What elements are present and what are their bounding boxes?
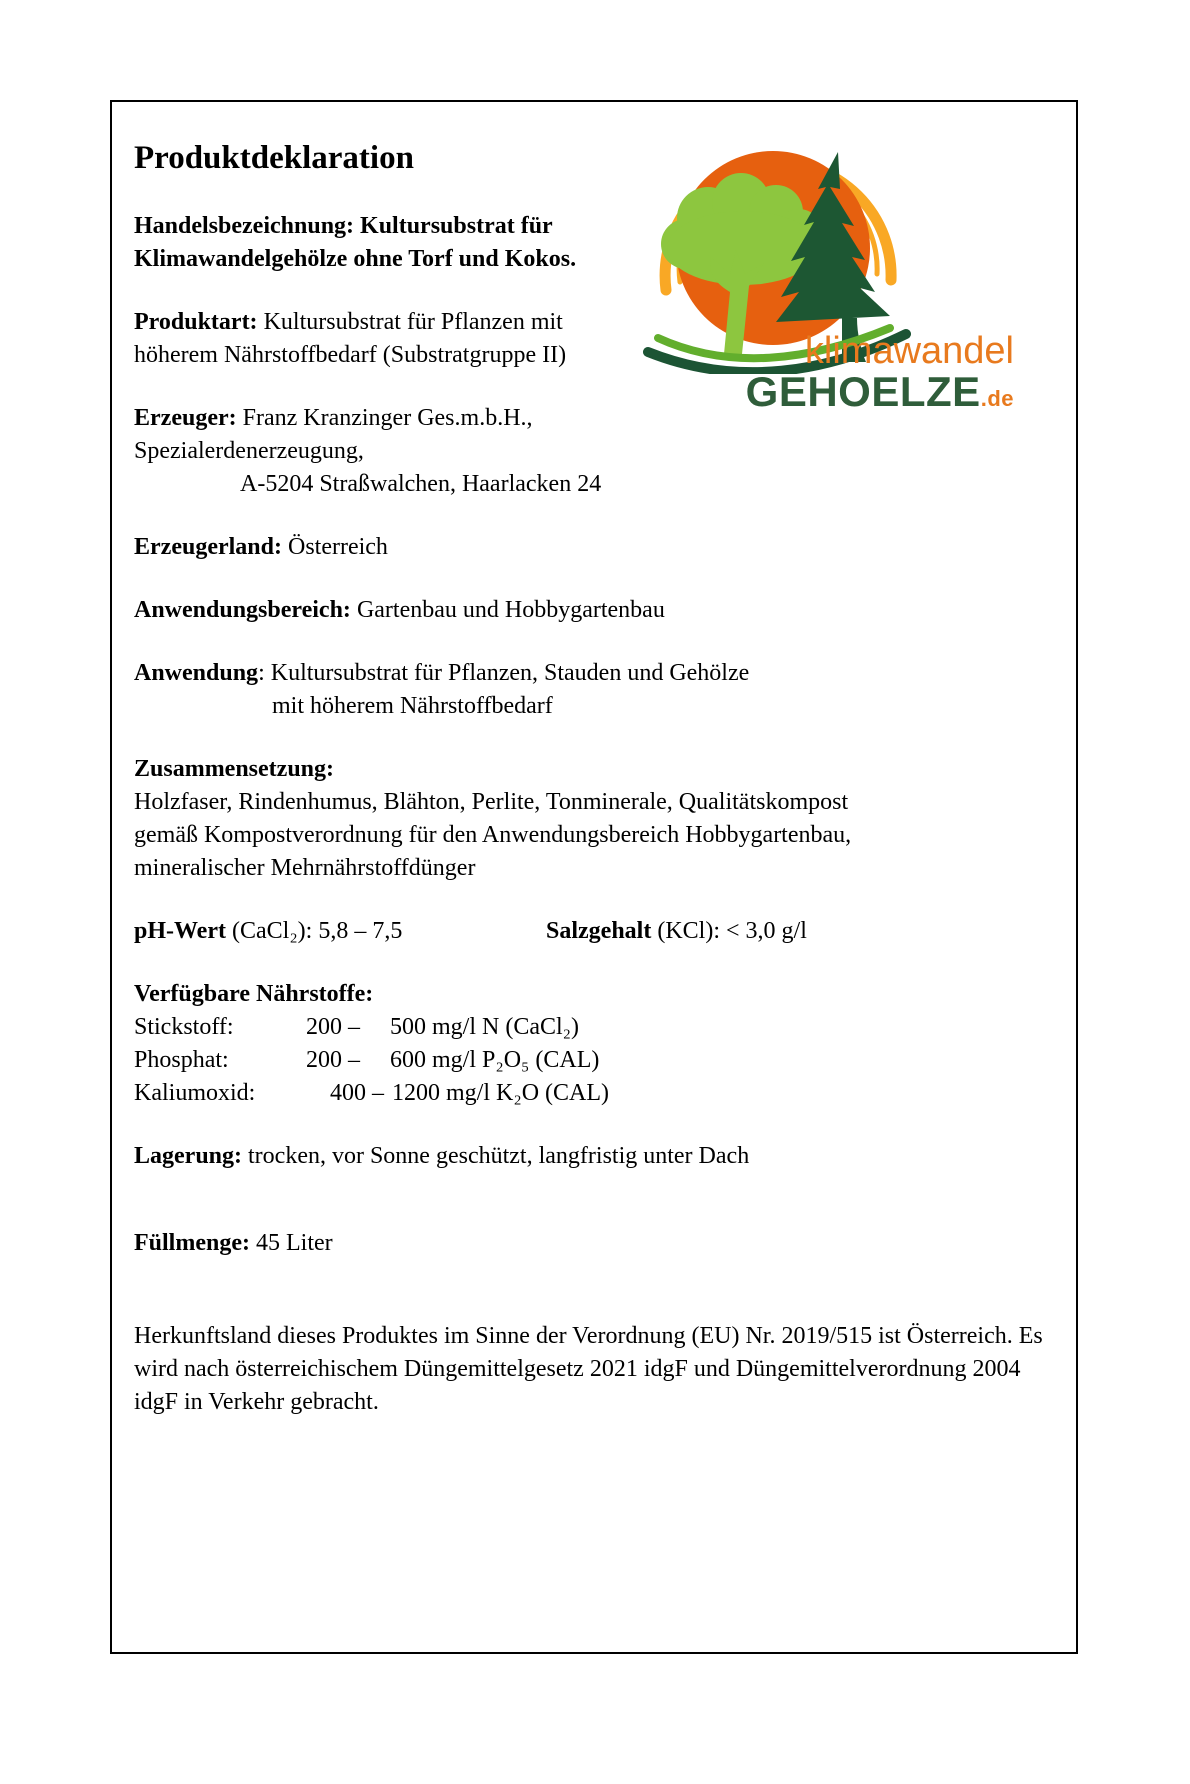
page bbox=[0, 100, 1190, 1784]
document-content bbox=[112, 102, 1076, 1419]
logo-word-de: .de bbox=[980, 386, 1014, 412]
ph-wert bbox=[134, 915, 546, 948]
nutrient-row-phosphat bbox=[134, 1044, 1052, 1077]
section-lagerung bbox=[134, 1140, 1052, 1173]
zusammensetzung-line1: Holzfaser, Rindenhumus, Blähton, Perlite, Tonminerale, Qualitätskompost bbox=[134, 789, 849, 815]
nutrient-value: 500 mg/l N (CaCl₂) bbox=[390, 1014, 580, 1040]
nutrient-value: 1200 mg/l K₂O (CAL) bbox=[392, 1080, 610, 1106]
logo-word-gehoelze bbox=[745, 368, 1014, 416]
section-anwendungsbereich bbox=[134, 594, 1052, 627]
anwendungsbereich-label: Anwendungsbereich: bbox=[134, 597, 351, 623]
erzeugerland-text: Österreich bbox=[281, 534, 388, 560]
nutrient-range: 200 – bbox=[306, 1014, 360, 1040]
nutrient-range: 400 – bbox=[330, 1080, 384, 1106]
produktart-line1: Kultursubstrat für Pflanzen mit bbox=[257, 309, 563, 335]
produktart-label: Produktart: bbox=[134, 309, 258, 335]
section-erzeugerland bbox=[134, 531, 1052, 564]
nutrient-row-stickstoff bbox=[134, 1011, 1052, 1044]
nutrient-value: 600 mg/l P₂O₅ (CAL) bbox=[390, 1047, 600, 1073]
page-title: Produktdeklaration bbox=[134, 140, 414, 176]
nutrient-range: 200 – bbox=[306, 1047, 360, 1073]
fuellmenge-label: Füllmenge: bbox=[134, 1230, 250, 1256]
salz-label: Salzgehalt bbox=[546, 918, 652, 944]
section-anwendung bbox=[134, 657, 1052, 723]
nutrient-row-kaliumoxid bbox=[134, 1077, 1052, 1110]
herkunft-text: Herkunftsland dieses Produktes im Sinne der Verordnung (EU) Nr. 2019/515 ist Österreich. Es wird nach österreichischem Düngemittelgesetz 2021 idgF und Düngemittelverordnung 2004 idgF in Verkehr gebracht. bbox=[134, 1323, 1043, 1415]
handelsbezeichnung-line1: Handelsbezeichnung: Kultursubstrat für bbox=[134, 213, 553, 239]
section-naehrstoffe bbox=[134, 978, 1052, 1110]
document-border bbox=[110, 100, 1078, 1654]
nutrient-name: Stickstoff: bbox=[134, 1014, 234, 1040]
section-zusammensetzung bbox=[134, 753, 1052, 885]
salz-value: (KCl): < 3,0 g/l bbox=[651, 918, 807, 944]
anwendung-label: Anwendung bbox=[134, 660, 259, 686]
erzeuger-line3: A-5204 Straßwalchen, Haarlacken 24 bbox=[240, 471, 602, 497]
naehrstoffe-label: Verfügbare Nährstoffe: bbox=[134, 981, 374, 1007]
section-ph-salz bbox=[134, 915, 1052, 948]
erzeuger-line1: Franz Kranzinger Ges.m.b.H., bbox=[236, 405, 533, 431]
brand-logo bbox=[628, 122, 1014, 414]
anwendung-line2: mit höherem Nährstoffbedarf bbox=[272, 693, 553, 719]
zusammensetzung-line2: gemäß Kompostverordnung für den Anwendungsbereich Hobbygartenbau, bbox=[134, 822, 852, 848]
salzgehalt bbox=[546, 915, 807, 948]
ph-label: pH-Wert bbox=[134, 918, 226, 944]
section-erzeuger bbox=[134, 402, 1052, 501]
section-fuellmenge bbox=[134, 1227, 1052, 1260]
lagerung-label: Lagerung: bbox=[134, 1143, 242, 1169]
produktart-line2: höherem Nährstoffbedarf (Substratgruppe II) bbox=[134, 342, 567, 368]
nutrient-name: Kaliumoxid: bbox=[134, 1080, 256, 1106]
logo-wordmark bbox=[746, 332, 1014, 414]
nutrient-name: Phosphat: bbox=[134, 1047, 229, 1073]
erzeuger-label: Erzeuger: bbox=[134, 405, 237, 431]
lagerung-text: trocken, vor Sonne geschützt, langfristig unter Dach bbox=[242, 1143, 750, 1169]
fuellmenge-text: 45 Liter bbox=[249, 1230, 333, 1256]
erzeuger-line2: Spezialerdenerzeugung, bbox=[134, 438, 364, 464]
section-herkunftsland bbox=[134, 1320, 1052, 1419]
handelsbezeichnung-line2: Klimawandelgehölze ohne Torf und Kokos. bbox=[134, 246, 577, 272]
logo-word-klimawandel: klimawandel bbox=[804, 330, 1014, 373]
zusammensetzung-line3: mineralischer Mehrnährstoffdünger bbox=[134, 855, 476, 881]
logo-word-gehoelze-text: GEHOELZE bbox=[745, 368, 981, 416]
anwendung-line1: : Kultursubstrat für Pflanzen, Stauden und Gehölze bbox=[258, 660, 750, 686]
anwendungsbereich-text: Gartenbau und Hobbygartenbau bbox=[350, 597, 665, 623]
ph-value: (CaCl₂): 5,8 – 7,5 bbox=[225, 918, 403, 944]
zusammensetzung-label: Zusammensetzung: bbox=[134, 756, 335, 782]
erzeugerland-label: Erzeugerland: bbox=[134, 534, 282, 560]
